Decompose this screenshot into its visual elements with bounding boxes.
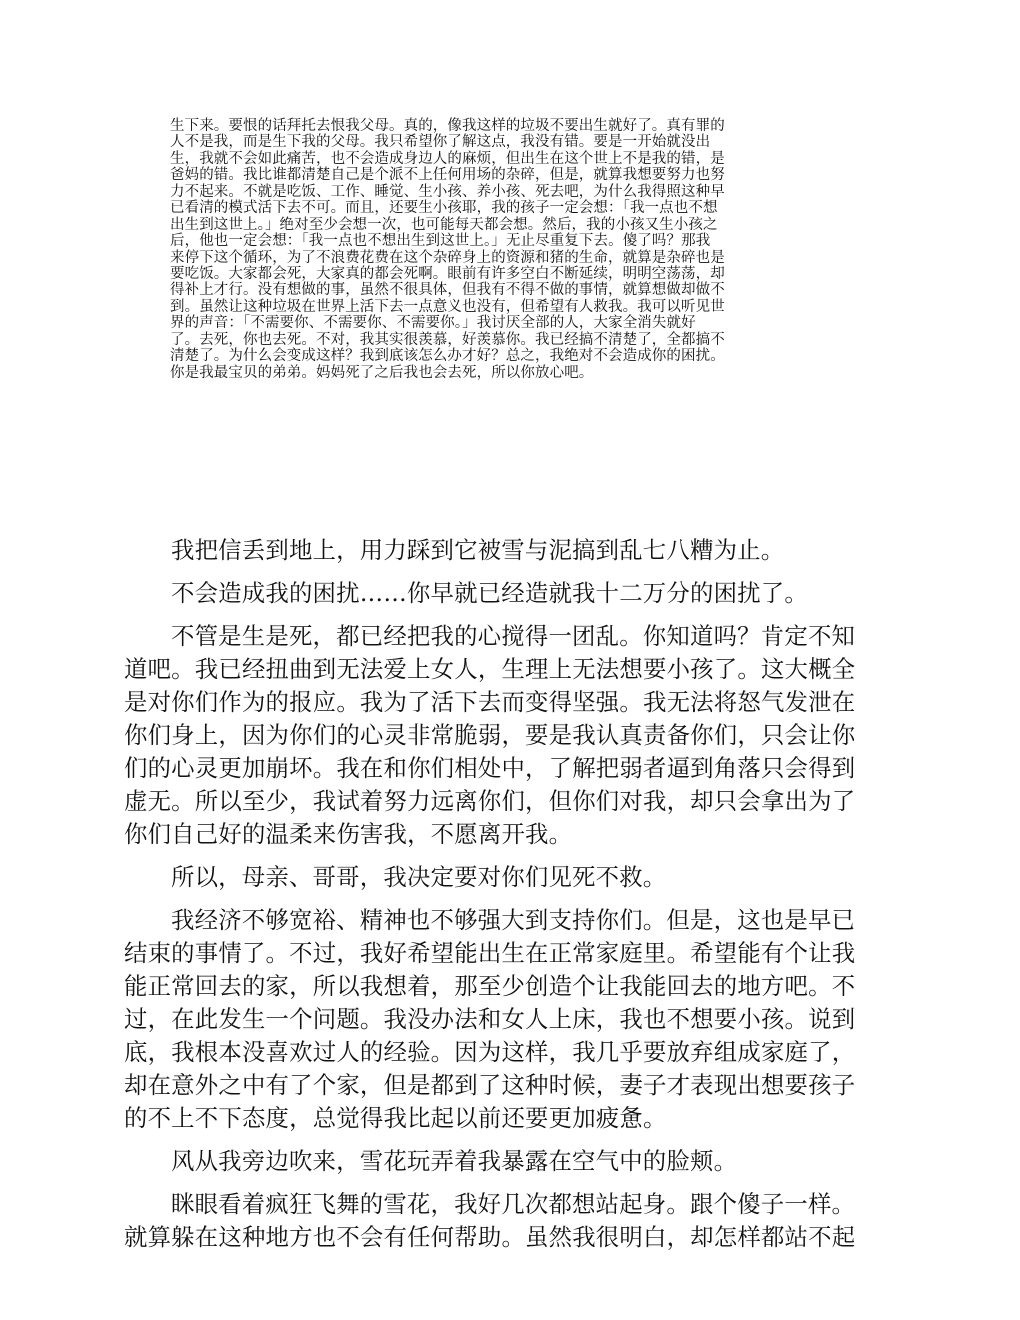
body-line: 风从我旁边吹来，雪花玩弄着我暴露在空气中的脸颊。 xyxy=(171,1147,738,1175)
letter-line: 得补上才行。没有想做的事，虽然不很具体，但我有不得不做的事情，就算想做却做不 xyxy=(170,282,725,299)
body-line: 虚无。所以至少，我试着努力远离你们，但你们对我，却只会拿出为了 xyxy=(124,787,856,815)
body-line: 的不上不下态度，总觉得我比起以前还要更加疲惫。 xyxy=(124,1104,667,1132)
body-line: 你们自己好的温柔来伤害我，不愿离开我。 xyxy=(124,820,573,848)
letter-line: 生，我就不会如此痛苦，也不会造成身边人的麻烦，但出生在这个世上不是我的错，是 xyxy=(170,150,725,167)
body-line: 过，在此发生一个问题。我没办法和女人上床，我也不想要小孩。说到 xyxy=(124,1005,856,1033)
letter-line: 了。去死，你也去死。不对，我其实很羡慕，好羡慕你。我已经搞不清楚了，全都搞不 xyxy=(170,331,725,348)
paragraph xyxy=(124,577,914,610)
body-line: 眯眼看着疯狂飞舞的雪花，我好几次都想站起身。跟个傻子一样。 xyxy=(171,1190,856,1218)
body-line: 结束的事情了。不过，我好希望能出生在正常家庭里。希望能有个让我 xyxy=(124,939,856,967)
body-line: 所以，母亲、哥哥，我决定要对你们见死不救。 xyxy=(171,863,667,891)
letter-text-block xyxy=(170,118,884,381)
letter-line: 生下来。要恨的话拜托去恨我父母。真的，像我这样的垃圾不要出生就好了。真有罪的 xyxy=(170,118,725,134)
letter-line: 你是我最宝贝的弟弟。妈妈死了之后我也会去死，所以你放心吧。 xyxy=(170,364,594,381)
body-line: 们的心灵更加崩坏。我在和你们相处中，了解把弱者逼到角落只会得到 xyxy=(124,754,856,782)
body-line: 不会造成我的困扰……你早就已经造就我十二万分的困扰了。 xyxy=(171,579,808,607)
body-line: 底，我根本没喜欢过人的经验。因为这样，我几乎要放弃组成家庭了， xyxy=(124,1038,856,1066)
paragraph xyxy=(124,1145,914,1178)
body-line: 道吧。我已经扭曲到无法爱上女人，生理上无法想要小孩了。这大概全 xyxy=(124,655,856,683)
paragraph xyxy=(124,534,914,567)
letter-line: 人不是我，而是生下我的父母。我只希望你了解这点，我没有错。要是一开始就没出 xyxy=(170,134,711,151)
letter-line: 出生到这世上。」绝对至少会想一次，也可能每天都会想。然后，我的小孩又生小孩之 xyxy=(170,216,718,233)
letter-line: 来停下这个循环，为了不浪费花费在这个杂碎身上的资源和猪的生命，就算是杂碎也是 xyxy=(170,249,725,266)
body-line: 不管是生是死，都已经把我的心搅得一团乱。你知道吗？肯定不知 xyxy=(171,622,856,650)
paragraph xyxy=(124,904,914,1135)
paragraph xyxy=(124,861,914,894)
body-line: 就算躲在这种地方也不会有任何帮助。虽然我很明白，却怎样都站不起 xyxy=(124,1223,856,1251)
letter-line: 已看清的模式活下去不可。而且，还要生小孩耶，我的孩子一定会想：「我一点也不想 xyxy=(170,200,718,217)
body-line: 我经济不够宽裕、精神也不够强大到支持你们。但是，这也是早已 xyxy=(171,906,856,934)
body-line: 却在意外之中有了个家，但是都到了这种时候，妻子才表现出想要孩子 xyxy=(124,1071,856,1099)
letter-line: 爸妈的错。我比谁都清楚自己是个派不上任何用场的杂碎，但是，就算我想要努力也努 xyxy=(170,167,725,184)
body-line: 是对你们作为的报应。我为了活下去而变得坚强。我无法将怒气发泄在 xyxy=(124,688,856,716)
letter-line: 要吃饭。大家都会死，大家真的都会死啊。眼前有许多空白不断延续，明明空荡荡，却 xyxy=(170,265,725,282)
letter-line: 到。虽然让这种垃圾在世界上活下去一点意义也没有，但希望有人救我。我可以听见世 xyxy=(170,298,725,315)
body-line: 我把信丢到地上，用力踩到它被雪与泥搞到乱七八糟为止。 xyxy=(171,536,785,564)
body-text-block xyxy=(124,534,914,1254)
letter-line: 力不起来。不就是吃饭、工作、睡觉、生小孩、养小孩、死去吧，为什么我得照这种早 xyxy=(170,183,725,200)
paragraph xyxy=(124,1188,914,1254)
body-line: 你们身上，因为你们的心灵非常脆弱，要是我认真责备你们，只会让你 xyxy=(124,721,856,749)
letter-line: 清楚了。为什么会变成这样？我到底该怎么办才好？总之，我绝对不会造成你的困扰。 xyxy=(170,348,725,365)
letter-line: 后，他也一定会想：「我一点也不想出生到这世上。」无止尽重复下去。傻了吗？那我 xyxy=(170,233,711,250)
body-line: 能正常回去的家，所以我想着，那至少创造个让我能回去的地方吧。不 xyxy=(124,972,856,1000)
paragraph xyxy=(124,620,914,851)
letter-line: 界的声音：「不需要你、不需要你、不需要你。」我讨厌全部的人，大家全消失就好 xyxy=(170,315,696,332)
